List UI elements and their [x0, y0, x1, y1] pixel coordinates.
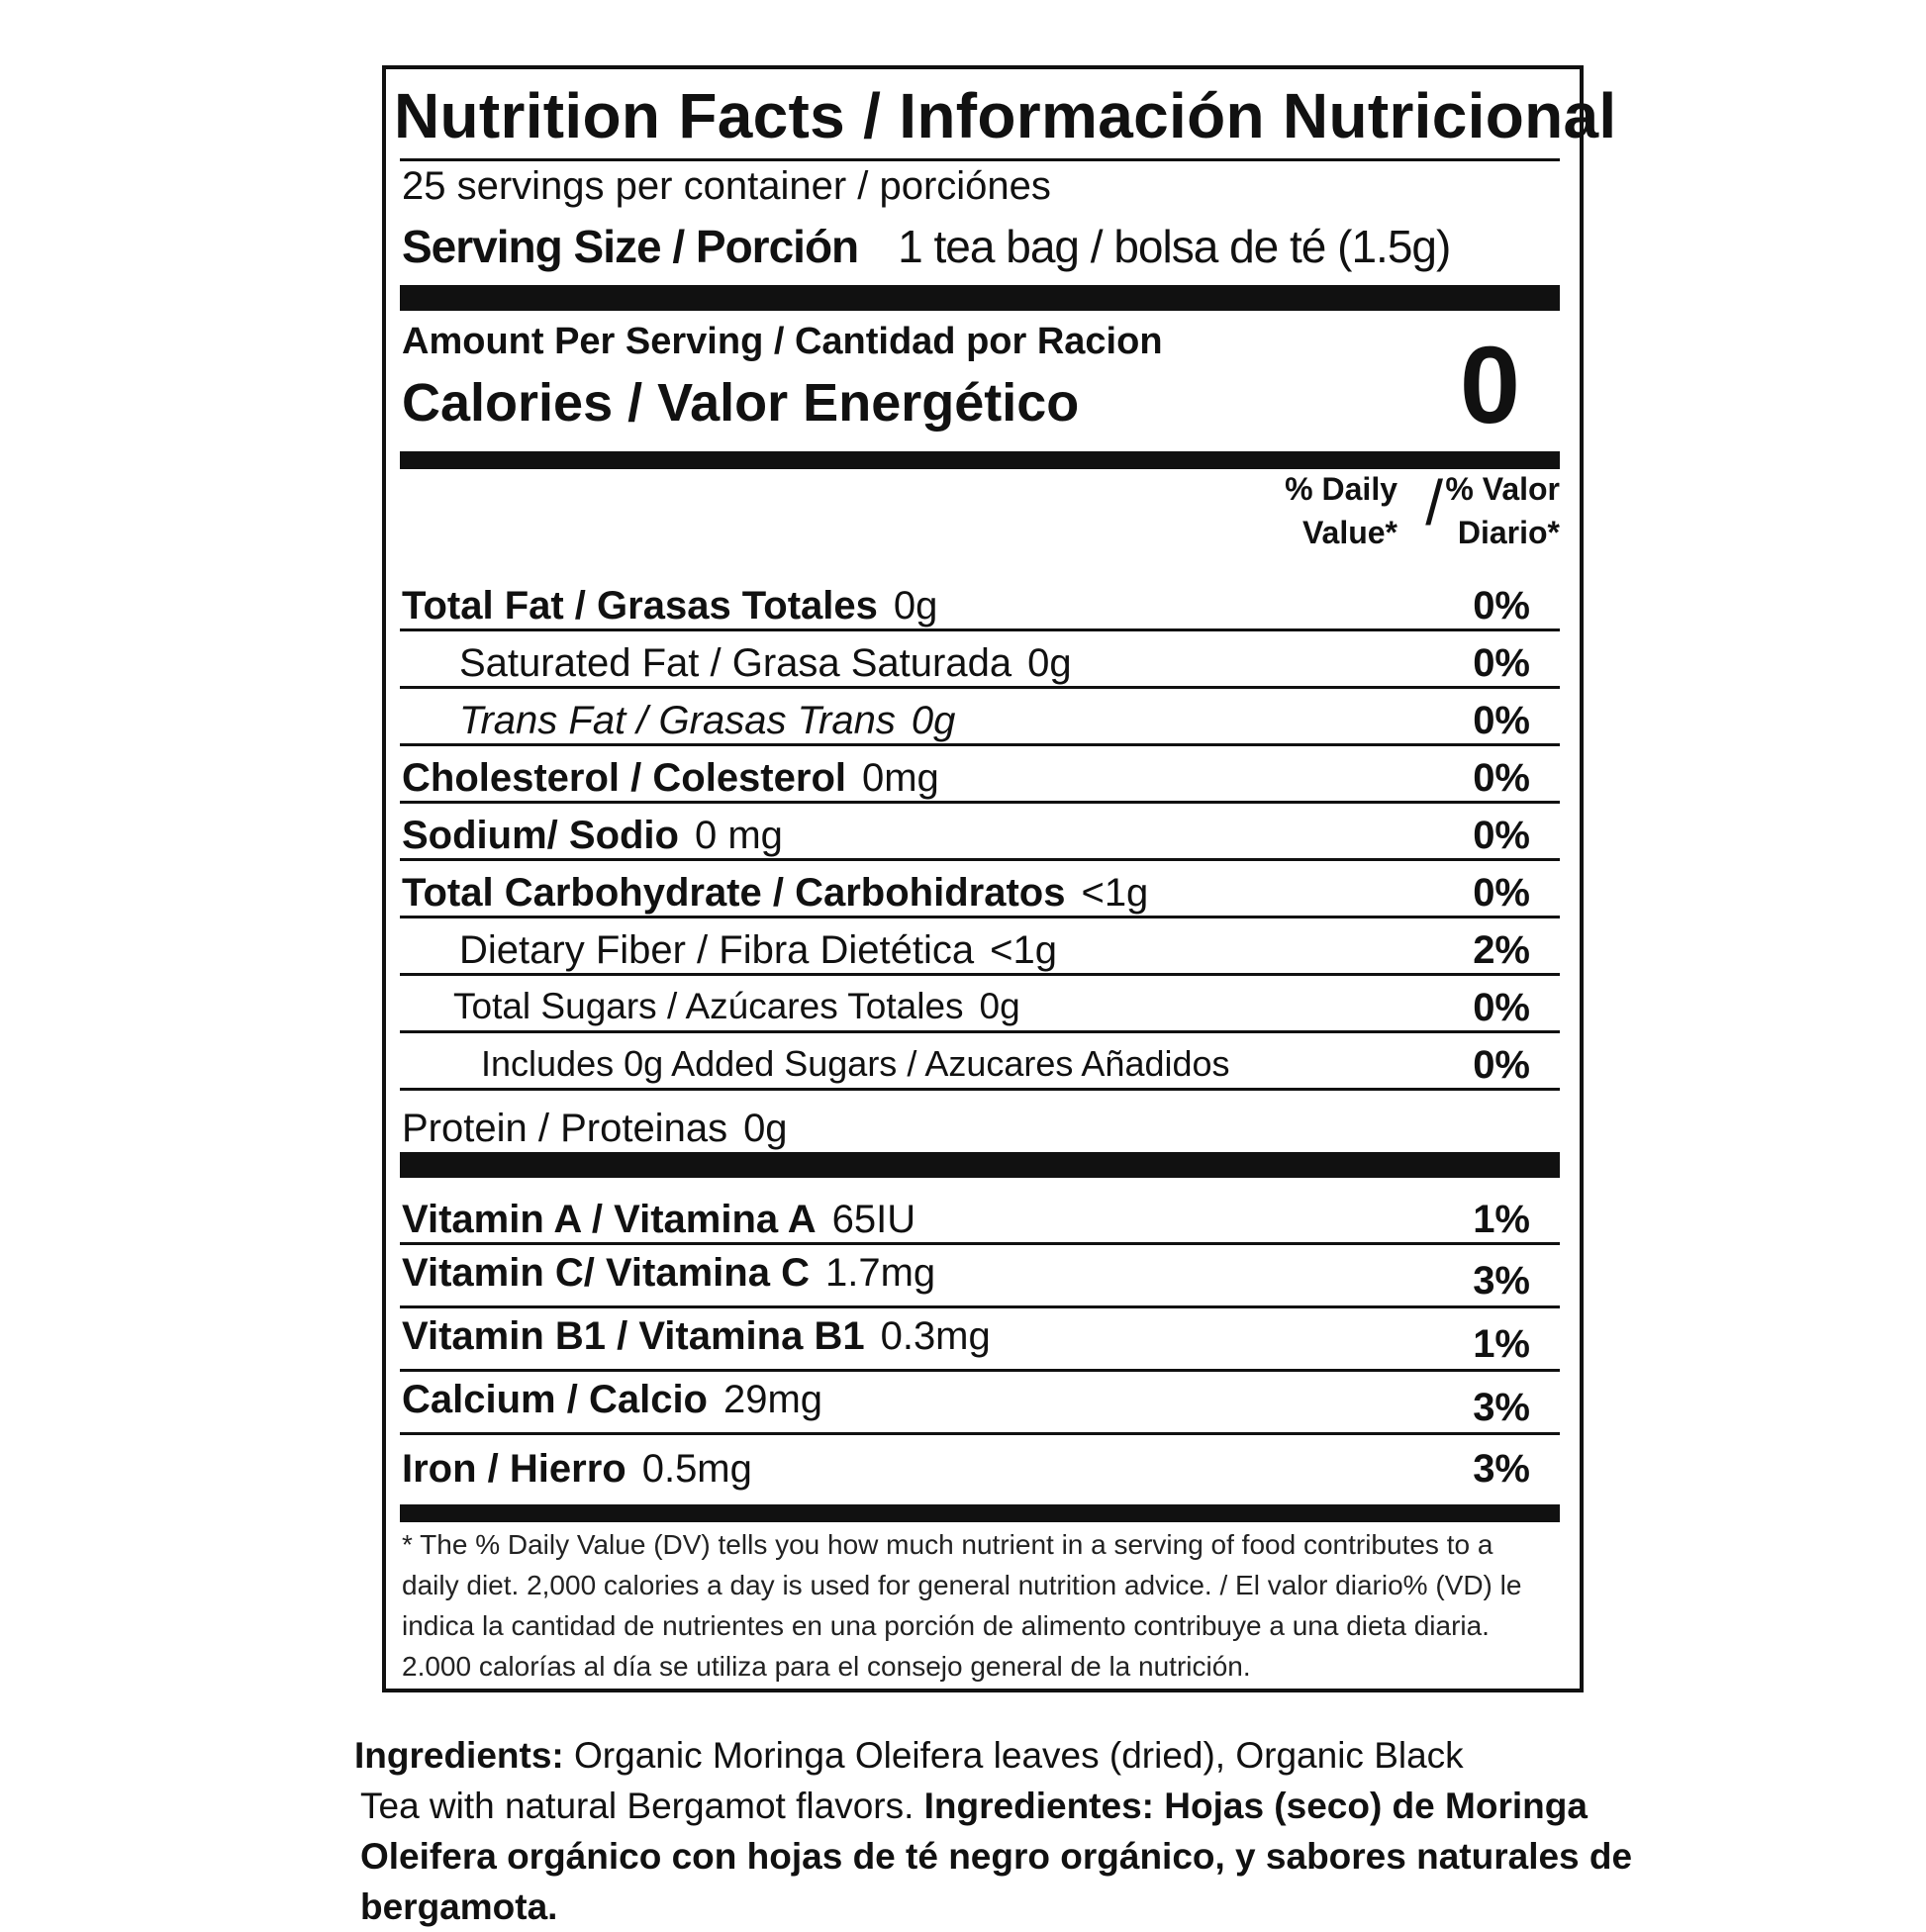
- nutrient-row-saturated-fat: [400, 633, 1560, 689]
- nutrient-amount: 0g: [1027, 641, 1072, 685]
- row-divider: [400, 686, 1560, 689]
- nutrient-name: Dietary Fiber / Fibra Dietética: [459, 928, 975, 972]
- vitamin-amount: 29mg: [722, 1378, 823, 1421]
- row-divider: [400, 1305, 1560, 1308]
- ingredients-line-2: [354, 1781, 1740, 1831]
- nutrient-row-sodium: [400, 806, 1560, 861]
- dv-header-slash: /: [1425, 467, 1443, 538]
- dv-header-es-line2: Diario*: [1457, 515, 1560, 550]
- row-divider: [400, 916, 1560, 918]
- nutrient-amount: 0g: [911, 699, 956, 742]
- nutrient-row-total-sugars: [400, 978, 1560, 1033]
- nutrient-row-total-carbohydrate: [400, 863, 1560, 918]
- row-divider: [400, 858, 1560, 861]
- vitamin-row-b1: [400, 1310, 1560, 1372]
- vitamin-amount: 0.3mg: [880, 1314, 991, 1358]
- nutrient-dv: 0%: [1473, 986, 1530, 1029]
- vitamin-row-a: [400, 1186, 1560, 1245]
- vitamin-row-c: [400, 1247, 1560, 1308]
- nutrient-row-trans-fat: [400, 691, 1560, 746]
- label-title: Nutrition Facts / Información Nutricional: [394, 80, 1617, 151]
- calories-value: 0: [1459, 325, 1520, 446]
- ingredients-text-en-2: Tea with natural Bergamot flavors.: [360, 1786, 924, 1826]
- dv-header-es-line1: % Valor: [1445, 471, 1560, 507]
- daily-value-footnote: * The % Daily Value (DV) tells you how much nutrient in a serving of food contributes to a daily diet. 2,000 calories a day is used for general nutrition advice. / El valor diario% (VD) le indica la cantidad de nutrientes en una porción de alimento contribuye a una dieta diaria. 2.000 calorías al día se utiliza para el consejo general de la nutrición.: [402, 1529, 1522, 1682]
- vitamin-row-iron: [400, 1437, 1560, 1500]
- ingredients-label-es: Ingredientes:: [923, 1786, 1165, 1826]
- servings-per-container: 25 servings per container / porciónes: [402, 164, 1051, 208]
- row-divider: [400, 973, 1560, 976]
- nutrient-row-protein: [400, 1093, 1560, 1152]
- row-divider: [400, 801, 1560, 804]
- serving-size-label: Serving Size / Porción: [402, 221, 859, 272]
- row-divider: [400, 1432, 1560, 1435]
- nutrient-row-dietary-fiber: [400, 920, 1560, 976]
- dv-header-en: [1285, 467, 1397, 554]
- ingredients-text-es-2: Oleifera orgánico con hojas de té negro orgánico, y sabores naturales de bergamota.: [360, 1836, 1633, 1927]
- vitamin-name: Iron / Hierro: [402, 1447, 626, 1491]
- daily-value-header: [1243, 467, 1560, 566]
- thick-divider: [400, 1152, 1560, 1178]
- row-divider: [400, 1030, 1560, 1033]
- row-divider: [400, 628, 1560, 631]
- vitamin-dv: 1%: [1473, 1198, 1530, 1241]
- nutrient-row-added-sugars: [400, 1035, 1560, 1091]
- row-divider: [400, 1088, 1560, 1091]
- nutrient-name: Total Sugars / Azúcares Totales: [453, 986, 964, 1026]
- nutrient-dv: 0%: [1473, 699, 1530, 742]
- vitamin-name: Vitamin C/ Vitamina C: [402, 1251, 810, 1295]
- ingredients-label-en: Ingredients:: [354, 1735, 564, 1776]
- nutrient-row-cholesterol: [400, 748, 1560, 804]
- vitamin-amount: 0.5mg: [641, 1447, 752, 1491]
- nutrient-name: Protein / Proteinas: [402, 1107, 728, 1150]
- vitamin-dv: 1%: [1473, 1322, 1530, 1366]
- vitamin-row-calcium: [400, 1374, 1560, 1435]
- dv-header-en-line2: Value*: [1301, 515, 1397, 550]
- nutrition-facts-panel: [382, 65, 1617, 1692]
- serving-size-value: 1 tea bag / bolsa de té (1.5g): [898, 221, 1451, 272]
- ingredients-block: [354, 1730, 1740, 1932]
- vitamin-amount: 1.7mg: [824, 1251, 936, 1295]
- row-divider: [400, 1369, 1560, 1372]
- calories-label: Calories / Valor Energético: [402, 373, 1080, 433]
- dv-header-es: [1445, 467, 1560, 554]
- vitamin-dv: 3%: [1473, 1259, 1530, 1303]
- nutrient-amount: 0mg: [861, 756, 939, 800]
- divider: [400, 158, 1560, 161]
- row-divider: [400, 1242, 1560, 1245]
- nutrient-dv: 0%: [1473, 871, 1530, 915]
- vitamin-dv: 3%: [1473, 1447, 1530, 1491]
- thick-divider: [400, 285, 1560, 311]
- nutrient-amount: 0 mg: [694, 814, 783, 857]
- vitamin-name: Calcium / Calcio: [402, 1378, 708, 1421]
- vitamin-name: Vitamin A / Vitamina A: [402, 1198, 817, 1241]
- ingredients-text-en-1: Organic Moringa Oleifera leaves (dried), Organic Black: [563, 1735, 1464, 1776]
- nutrient-name: Cholesterol / Colesterol: [402, 756, 846, 800]
- dv-header-en-line1: % Daily: [1285, 471, 1397, 507]
- thick-divider: [400, 1504, 1560, 1522]
- nutrient-dv: 0%: [1473, 814, 1530, 857]
- nutrient-dv: 0%: [1473, 756, 1530, 800]
- nutrient-dv: 2%: [1473, 928, 1530, 972]
- row-divider: [400, 743, 1560, 746]
- nutrient-name: Trans Fat / Grasas Trans: [459, 699, 896, 742]
- nutrient-amount: 0g: [893, 584, 938, 628]
- vitamin-name: Vitamin B1 / Vitamina B1: [402, 1314, 865, 1358]
- nutrient-amount: 0g: [743, 1107, 788, 1150]
- vitamin-amount: 65IU: [831, 1198, 916, 1241]
- nutrient-amount: 0g: [979, 986, 1020, 1026]
- nutrient-dv: 0%: [1473, 641, 1530, 685]
- nutrient-name: Sodium/ Sodio: [402, 814, 679, 857]
- vitamin-dv: 3%: [1473, 1386, 1530, 1429]
- nutrient-row-total-fat: [400, 576, 1560, 631]
- nutrient-amount: <1g: [990, 928, 1058, 972]
- nutrient-dv: 0%: [1473, 584, 1530, 628]
- nutrient-name: Includes 0g Added Sugars / Azucares Añadidos: [481, 1043, 1230, 1084]
- serving-size: [402, 220, 1450, 273]
- nutrient-name: Total Fat / Grasas Totales: [402, 584, 878, 628]
- nutrient-name: Saturated Fat / Grasa Saturada: [459, 641, 1012, 685]
- nutrient-dv: 0%: [1473, 1043, 1530, 1087]
- nutrient-name: Total Carbohydrate / Carbohidratos: [402, 871, 1066, 915]
- nutrient-amount: <1g: [1081, 871, 1149, 915]
- ingredients-text-es-1: Hojas (seco) de Moringa: [1164, 1786, 1588, 1826]
- amount-per-serving: Amount Per Serving / Cantidad por Racion: [402, 321, 1163, 362]
